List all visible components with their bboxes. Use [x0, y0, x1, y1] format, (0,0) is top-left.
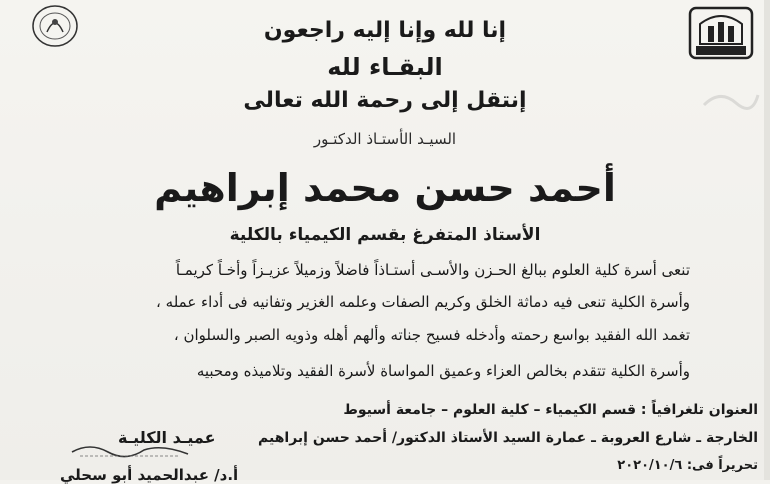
address-street: الخارجة ـ شارع العروبة ـ عمارة السيد الأستاذ الدكتور/ أحمد حسن إبراهيم [258, 430, 758, 446]
body-line-4: وأسرة الكلية تتقدم بخالص العزاء وعميق المواساة لأسرة الفقيد وتلاميذه ومحبيه [196, 362, 690, 380]
header-verse: إنا لله وإنا إليه راجعون [263, 18, 507, 43]
body-line-3: تغمد الله الفقيد بواسع رحمته وأدخله فسيح جناته وألهم أهله وذويه الصبر والسلوان ، [173, 326, 690, 344]
body-line-2: وأسرة الكلية تنعى فيه دماثة الخلق وكريم الصفات وعلمه الغزير وتفانيه فى أداء عمله ، [156, 293, 690, 311]
deceased-name: أحمد حسن محمد إبراهيم [154, 166, 616, 210]
page-edge [764, 0, 770, 480]
header-announcement: إنتقل إلى رحمة الله تعالى [243, 88, 527, 113]
document-date: تحريراً فى: ٢٠٢٠/١٠/٦ [617, 458, 758, 473]
dean-role: عميـد الكليـة [118, 428, 216, 447]
header-condolence: البقـاء لله [327, 53, 443, 81]
address-telegraph: العنوان تلغرافياً : قسم الكيمياء – كلية العلوم – جامعة أسيوط [343, 402, 758, 418]
deceased-title: السيـد الأستـاذ الدكتـور [313, 130, 457, 148]
body-line-1: تنعى أسرة كلية العلوم ببالغ الحـزن والأسـى أستـاذاً فاضلاً وزميلاً عزيـزاً وأخـاً كريمـاً [175, 261, 690, 279]
dean-name: أ.د/ عبدالحميد أبو سحلي [60, 466, 239, 484]
deceased-position: الأستاذ المتفرغ بقسم الكيمياء بالكلية [229, 225, 541, 245]
handwritten-signature [70, 440, 190, 464]
